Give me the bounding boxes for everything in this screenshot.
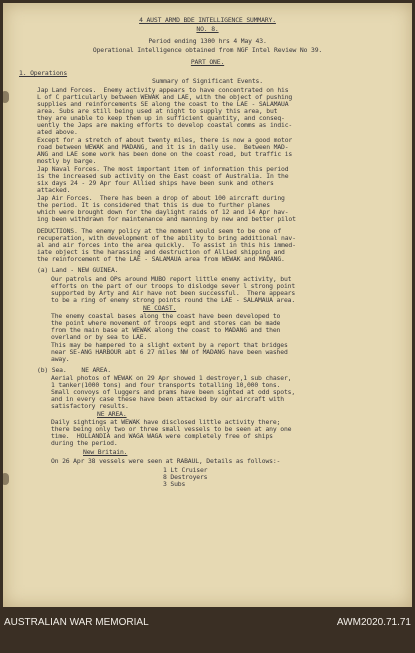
doc-source: Operational Intelligence obtained from NGF Intel Review No 39. — [92, 46, 323, 54]
text-line: recuperation, with development of the ability to bring additional nav- — [37, 234, 296, 242]
document-page — [3, 3, 412, 607]
text-line: from the main base at WEWAK along the coast to MADANG and then — [51, 326, 281, 334]
text-line: Jap Naval Forces. The most important item of information this period — [37, 165, 289, 173]
punch-hole-top — [3, 91, 9, 103]
text-line: 1 tanker(1000 tons) and four transports totalling 10,000 tons. — [51, 381, 281, 389]
subsection-heading: NE AREA. — [97, 410, 127, 418]
subsection-heading: NE COAST. — [143, 304, 177, 312]
list-item: 8 Destroyers — [163, 473, 208, 481]
text-line: and in every case these have been attacked by our aircraft with — [51, 395, 284, 403]
doc-period: Period ending 1300 hrs 4 May 43. — [148, 37, 267, 45]
text-line: Summary of Significant Events. — [152, 77, 263, 85]
text-line: Jap Air Forces. There has been a drop of about 100 aircraft during — [37, 194, 285, 202]
archive-credit: AUSTRALIAN WAR MEMORIAL — [4, 617, 149, 628]
text-line: Jap Land Forces. Enemy activity appears to have concentrated on his — [37, 86, 289, 94]
text-line: ANG and LAE some work has been done on the coast road, but traffic is — [37, 150, 293, 158]
doc-title: 4 AUST ARMD BDE INTELLIGENCE SUMMARY. — [139, 16, 276, 24]
text-line: The enemy coastal bases along the coast have been developed to — [51, 312, 281, 320]
text-line: Except for a stretch of about twenty miles, there is now a good motor — [37, 136, 293, 144]
list-item: 1 Lt Cruiser — [163, 466, 208, 474]
text-line: the point where movement of troops eqpt and stores can be made — [51, 319, 281, 327]
list-item: 3 Subs — [163, 480, 186, 488]
text-line: uently the Japs are making efforts to develop coastal comms as indic- — [37, 121, 293, 129]
text-line: ing been withdrawn for maintenance and manning by new and better pilot — [37, 215, 296, 223]
text-line: time. HOLLANDIA and WAGA WAGA were completely free of ships — [51, 432, 273, 440]
text-line: area. Subs are still being used at night to supply this area, but — [37, 107, 278, 115]
text-line: six days 24 - 29 Apr four Allied ships have been sunk and others — [37, 179, 274, 187]
text-line: al and air forces into the area quickly. To assist in this his immed- — [37, 241, 296, 249]
text-line: they are unable to keep them up in sufficient quantity, and conseq- — [37, 114, 285, 122]
text-line: is the increased sub activity on the East coast of Australia. In the — [37, 172, 289, 180]
subsection-heading: (a) Land - NEW GUINEA. — [37, 266, 119, 274]
text-line: road between WEWAK and MADANG, and it is in daily use. Between MAD- — [37, 143, 289, 151]
text-line: supplies and reinforcements SE along the coast to the LAE - SALAMAUA — [37, 100, 289, 108]
text-line: iate object is the harassing and destruction of Allied shipping and — [37, 248, 285, 256]
text-line: Aerial photos of WEWAK on 29 Apr showed 1 destroyer,1 sub chaser, — [51, 374, 292, 382]
text-line: Small convoys of luggers and prams have been sighted at odd spots, — [51, 388, 296, 396]
part-heading: PART ONE. — [190, 58, 225, 66]
subsection-heading: New Britain. — [83, 448, 128, 456]
text-line: ated above. — [37, 128, 78, 136]
text-line: efforts on the part of our troops to dislodge sever l strong point — [51, 282, 296, 290]
text-line: which were brought down for the daylight raids of 12 and 14 Apr hav- — [37, 208, 289, 216]
text-line: to be a ring of enemy strong points round the LAE - SALAMAUA area. — [51, 296, 296, 304]
credit-bar — [0, 607, 415, 653]
text-line: overland or by sea to LAE. — [51, 333, 148, 341]
text-line: DEDUCTIONS. The enemy policy at the moment would seem to be one of — [37, 227, 282, 235]
text-line: This may be hampered to a slight extent by a report that bridges — [51, 341, 288, 349]
record-id: AWM2020.71.71 — [336, 617, 411, 628]
text-line: Our patrols and OPs around MUBO report little enemy activity, but — [51, 275, 292, 283]
text-line: On 26 Apr 38 vessels were seen at RABAUL, Details as follows:- — [51, 457, 281, 465]
section-heading: 1. Operations — [19, 69, 68, 77]
text-line: supported by Arty and Air have not been successful. There appears — [51, 289, 296, 297]
doc-number: NO. 8. — [196, 25, 219, 33]
text-line: attacked. — [37, 186, 71, 194]
text-line: near SE-ANG HARBOUR abt 6 27 miles NW of MADANG have been washed — [51, 348, 288, 356]
subsection-heading: (b) Sea. NE AREA. — [37, 366, 111, 374]
text-line: during the period. — [51, 439, 118, 447]
text-line: the reinforcement of the LAE - SALAMAUA area from WEWAK and MADANG. — [37, 255, 285, 263]
text-line: away. — [51, 355, 70, 363]
text-line: the period. It is considered that this is due to further planes — [37, 201, 270, 209]
text-line: satisfactory results. — [51, 402, 129, 410]
text-line: mostly by barge. — [37, 157, 97, 165]
text-line: there being only two or three small vessels to be seen at any one — [51, 425, 292, 433]
text-line: L of C particularly between WEWAK and LAE, with the object of pushing — [37, 93, 293, 101]
text-line: Daily sightings at WEWAK have disclosed little activity there; — [51, 418, 281, 426]
punch-hole-bottom — [3, 473, 9, 485]
